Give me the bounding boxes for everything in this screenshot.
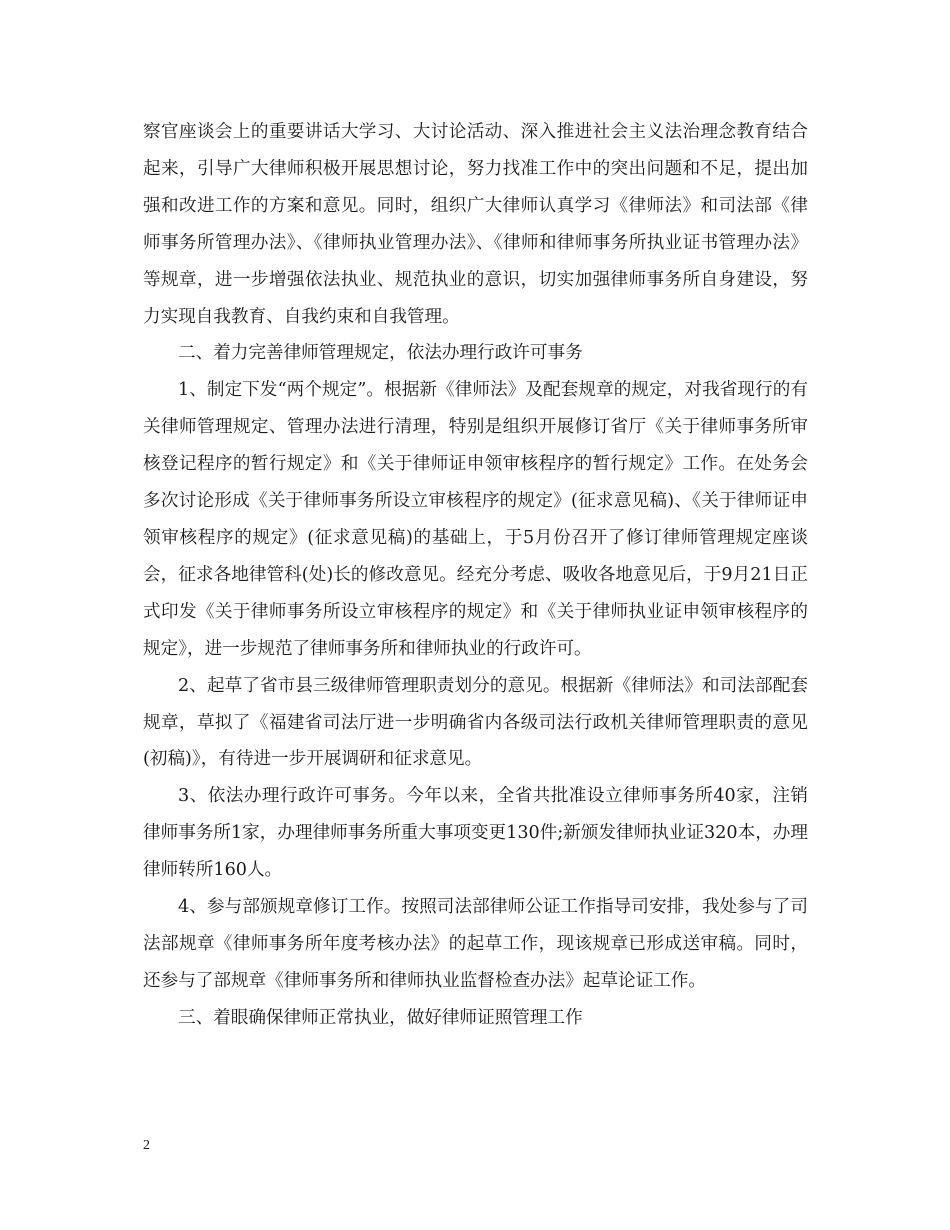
paragraph-item-3: 3、依法办理行政许可事务。今年以来，全省共批准设立律师事务所40家，注销律师事务所1家，办理律师事务所重大事项变更130件;新颁发律师执业证320本，办理律师转所160人。 (143, 786, 808, 881)
paragraph-1: 察官座谈会上的重要讲话大学习、大讨论活动、深入推进社会主义法治理念教育结合起来，引导广大律师积极开展思想讨论，努力找准工作中的突出问题和不足，提出加强和改进工作的方案和意见。同时，组织广大律师认真学习《律师法》和司法部《律师事务所管理办法》、《律师执业管理办法》、《律师和律师事务所执业证书管理办法》等规章，进一步增强依法执业、规范执业的意识，切实加强律师事务所自身建设，努力实现自我教育、自我约束和自我管理。 (143, 122, 808, 327)
paragraph-item-2: 2、起草了省市县三级律师管理职责划分的意见。根据新《律师法》和司法部配套规章，草拟了《福建省司法厅进一步明确省内各级司法行政机关律师管理职责的意见(初稿)》，有待进一步开展调研和征求意见。 (143, 675, 808, 770)
paragraph-item-4: 4、参与部颁规章修订工作。按照司法部律师公证工作指导司安排，我处参与了司法部规章《律师事务所年度考核办法》的起草工作，现该规章已形成送审稿。同时，还参与了部规章《律师事务所和律师执业监督检查办法》起草论证工作。 (143, 897, 808, 991)
section-heading-2: 二、着力完善律师管理规定，依法办理行政许可事务 (178, 343, 583, 364)
section-heading-3: 三、着眼确保律师正常执业，做好律师证照管理工作 (178, 1007, 583, 1028)
document-body (143, 114, 808, 1037)
paragraph-item-1: 1、制定下发“两个规定”。根据新《律师法》及配套规章的规定，对我省现行的有关律师管理规定、管理办法进行清理，特别是组织开展修订省厅《关于律师事务所审核登记程序的暂行规定》和《关于律师证申领审核程序的暂行规定》工作。在处务会多次讨论形成《关于律师事务所设立审核程序的规定》(征求意见稿)、《关于律师证申领审核程序的规定》(征求意见稿)的基础上，于5月份召开了修订律师管理规定座谈会，征求各地律管科(处)长的修改意见。经充分考虑、吸收各地意见后，于9月21日正式印发《关于律师事务所设立审核程序的规定》和《关于律师执业证申领审核程序的规定》，进一步规范了律师事务所和律师执业的行政许可。 (143, 380, 808, 659)
page-number: 2 (143, 1138, 150, 1153)
